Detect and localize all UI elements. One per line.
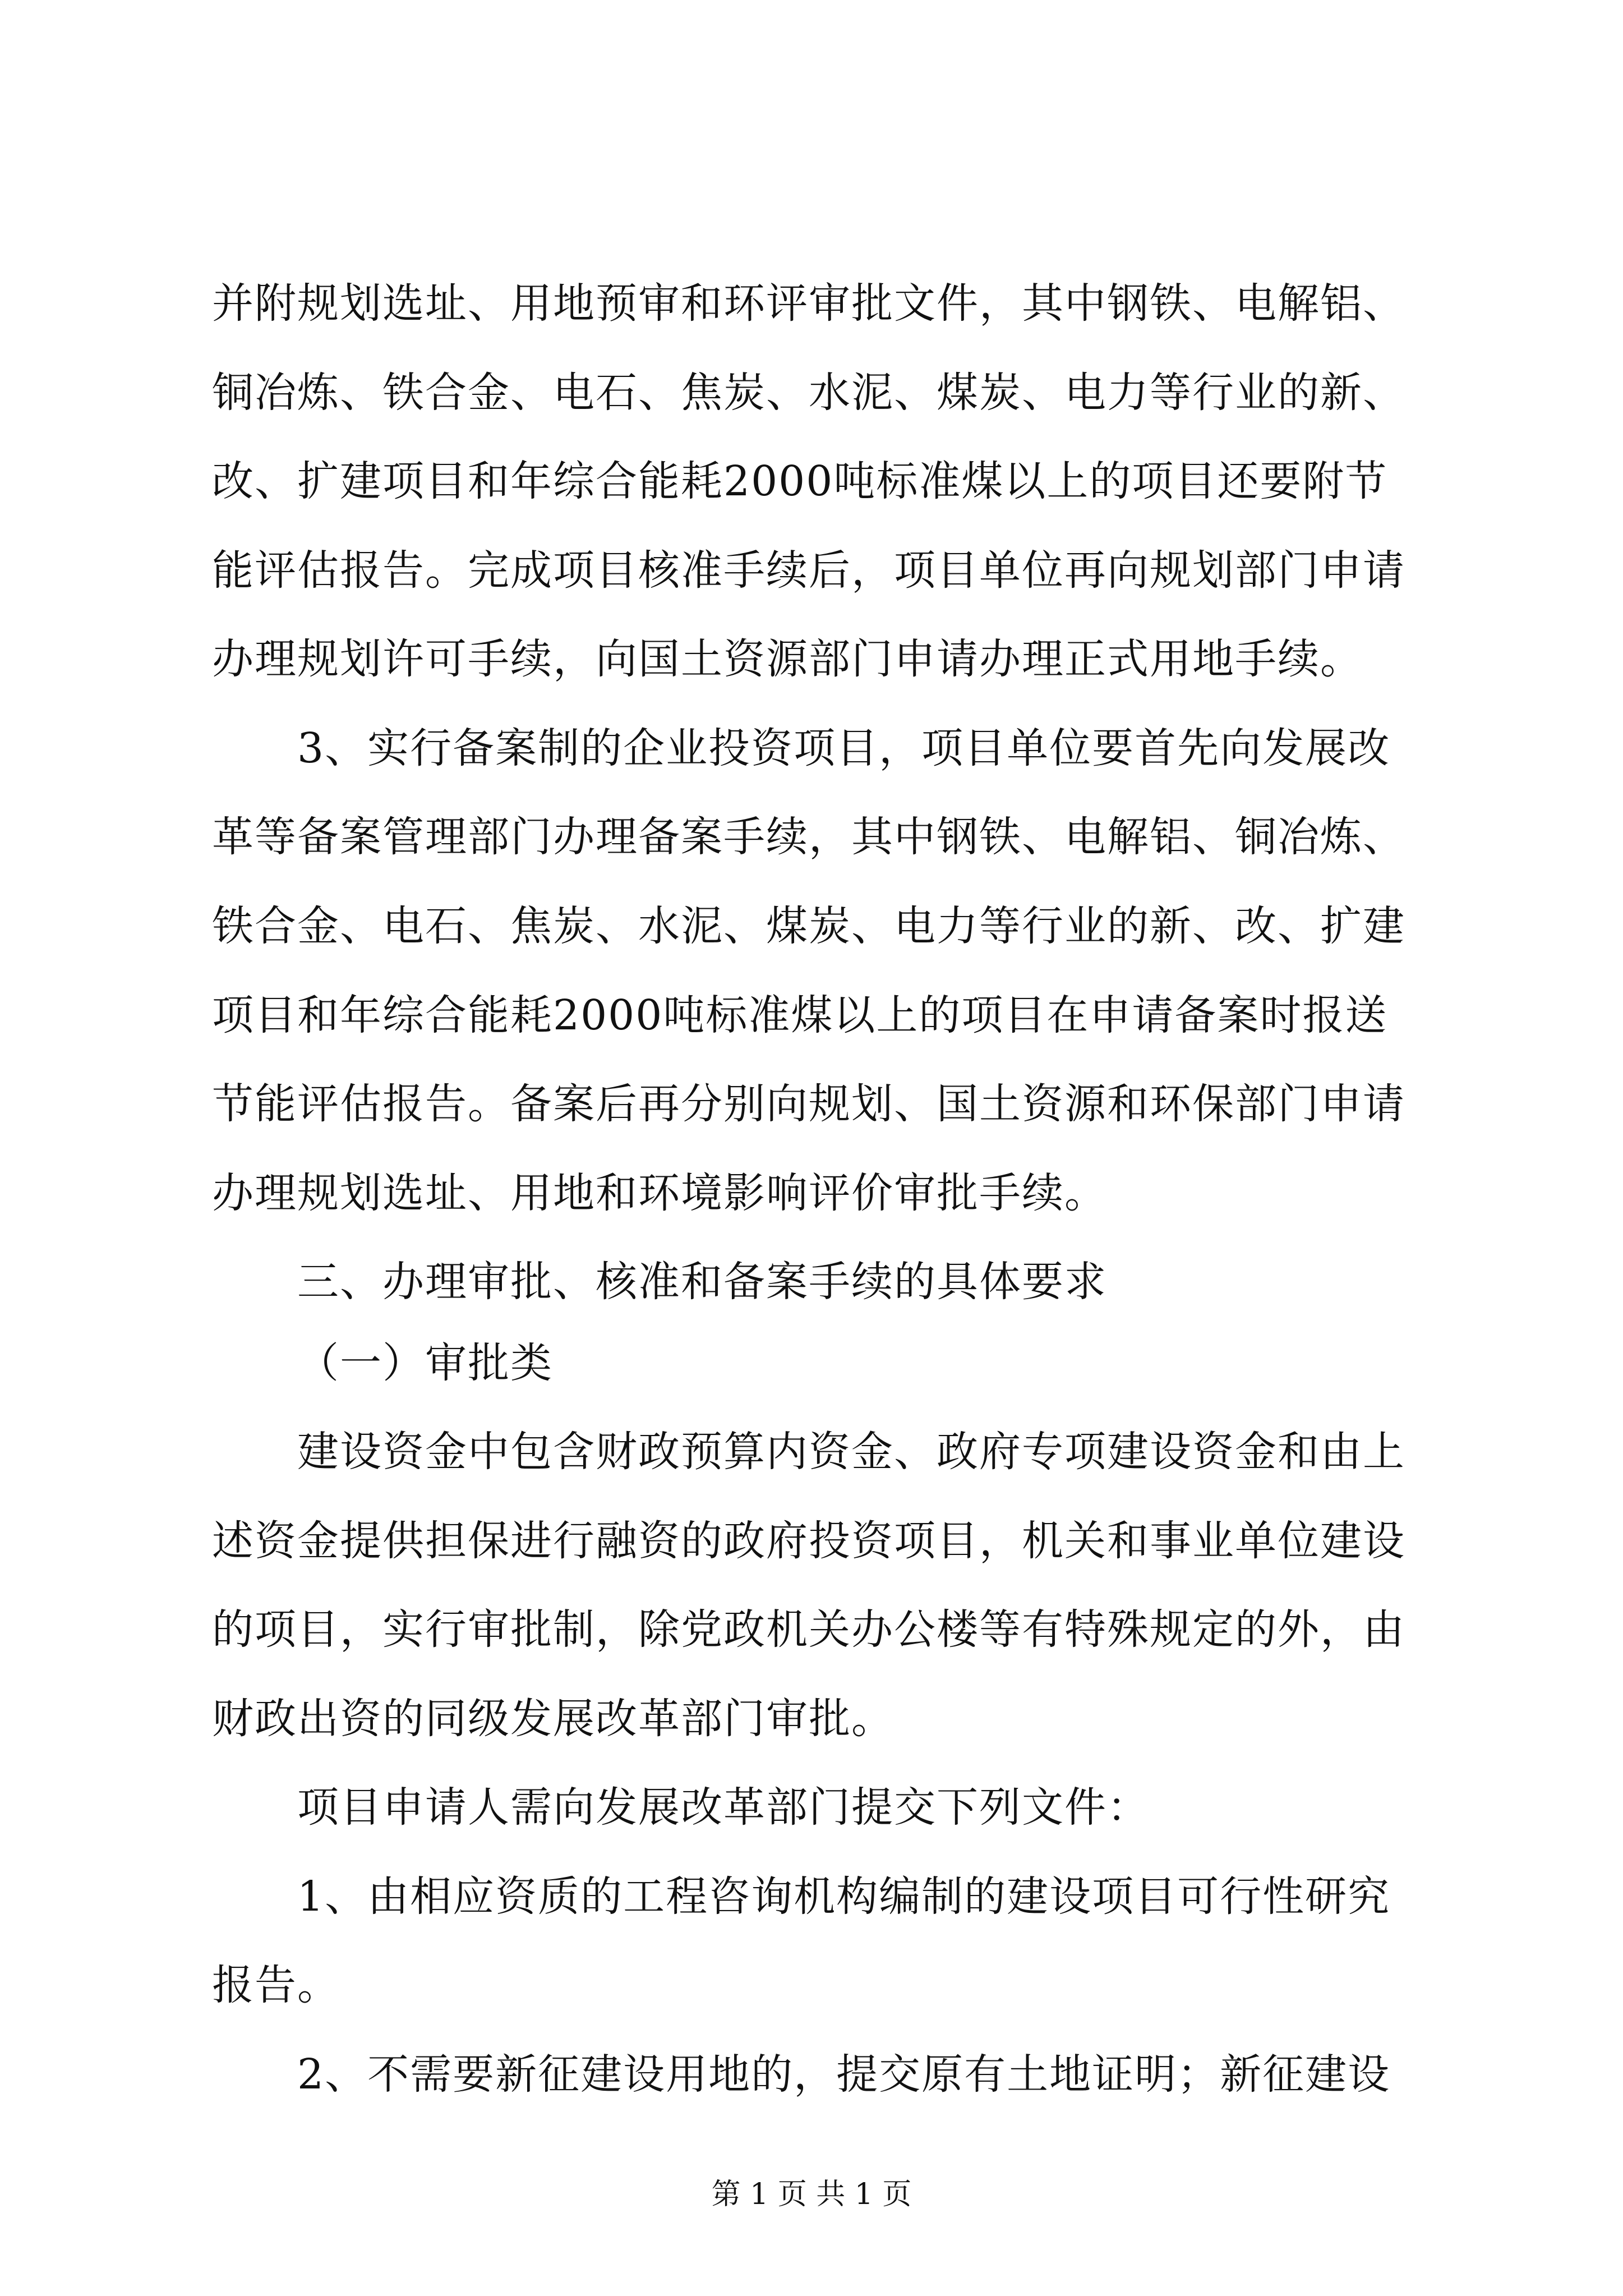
text-line-14: 建设资金中包含财政预算内资金、政府专项建设资金和由上 xyxy=(297,1428,1405,1476)
text-line-3: 改、扩建项目和年综合能耗2000吨标准煤以上的项目还要附节 xyxy=(212,457,1388,505)
page-footer: 第 1 页 共 1 页 xyxy=(711,2178,912,2211)
text-line-10: 节能评估报告。备案后再分别向规划、国土资源和环保部门申请 xyxy=(212,1080,1405,1128)
text-line-20: 报告。 xyxy=(212,1961,340,2009)
text-line-2: 铜冶炼、铁合金、电石、焦炭、水泥、煤炭、电力等行业的新、 xyxy=(212,369,1405,417)
text-line-21: 2、不需要新征建设用地的，提交原有土地证明；新征建设 xyxy=(297,2050,1391,2099)
text-line-17: 财政出资的同级发展改革部门审批。 xyxy=(212,1695,894,1743)
text-line-9: 项目和年综合能耗2000吨标准煤以上的项目在申请备案时报送 xyxy=(212,991,1388,1039)
text-line-4: 能评估报告。完成项目核准手续后，项目单位再向规划部门申请 xyxy=(212,546,1405,595)
text-line-8: 铁合金、电石、焦炭、水泥、煤炭、电力等行业的新、改、扩建 xyxy=(212,902,1405,950)
text-line-16: 的项目，实行审批制，除党政机关办公楼等有特殊规定的外，由 xyxy=(212,1605,1405,1654)
subsection-heading: （一）审批类 xyxy=(297,1339,553,1387)
text-line-15: 述资金提供担保进行融资的政府投资项目，机关和事业单位建设 xyxy=(212,1517,1405,1565)
text-line-18: 项目申请人需向发展改革部门提交下列文件： xyxy=(297,1783,1150,1832)
section-heading: 三、办理审批、核准和备案手续的具体要求 xyxy=(297,1258,1107,1306)
text-line-11: 办理规划选址、用地和环境影响评价审批手续。 xyxy=(212,1169,1107,1217)
text-line-7: 革等备案管理部门办理备案手续，其中钢铁、电解铝、铜冶炼、 xyxy=(212,813,1405,861)
text-line-1: 并附规划选址、用地预审和环评审批文件，其中钢铁、电解铝、 xyxy=(212,279,1405,328)
text-line-6: 3、实行备案制的企业投资项目，项目单位要首先向发展改 xyxy=(297,724,1391,772)
text-line-5: 办理规划许可手续，向国土资源部门申请办理正式用地手续。 xyxy=(212,635,1363,683)
text-line-19: 1、由相应资质的工程咨询机构编制的建设项目可行性研究 xyxy=(297,1872,1391,1921)
